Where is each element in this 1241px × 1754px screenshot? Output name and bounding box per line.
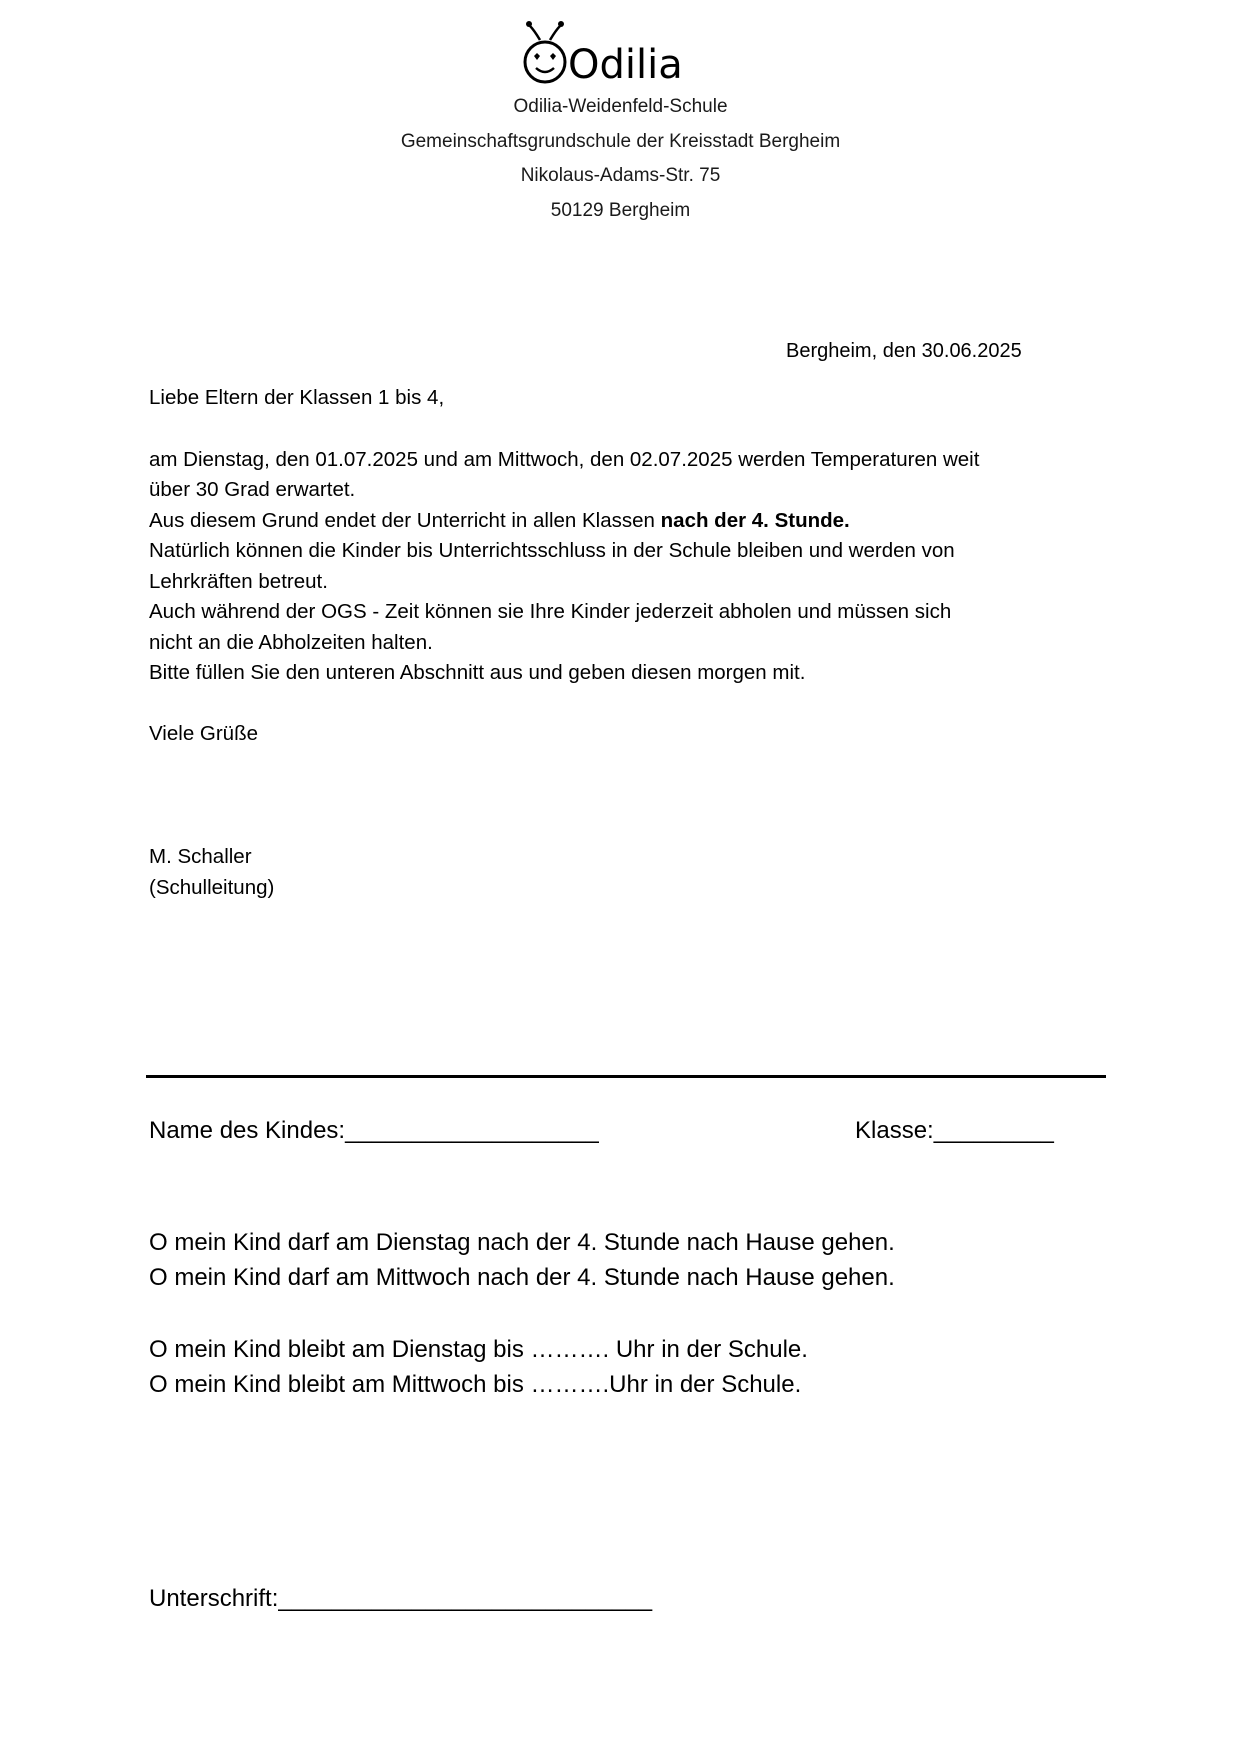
option-wednesday-home[interactable]: O mein Kind darf am Mittwoch nach der 4. Stunde nach Hause gehen. [149,1264,895,1291]
ladybug-logo-icon [520,18,710,88]
school-city: 50129 Bergheim [550,200,691,221]
paragraph-2-bold: nach der 4. Stunde. [660,509,850,532]
signer-role: (Schulleitung) [149,876,275,899]
school-street: Nikolaus-Adams-Str. 75 [520,165,721,186]
school-type: Gemeinschaftsgrundschule der Kreisstadt Bergheim [400,131,841,152]
salutation: Liebe Eltern der Klassen 1 bis 4, [149,386,445,409]
school-name: Odilia-Weidenfeld-Schule [513,96,728,117]
class-field[interactable]: Klasse:_________ [855,1117,1054,1144]
paragraph-2 [149,506,850,536]
signature-field[interactable]: Unterschrift:____________________________ [149,1585,653,1612]
paragraph-4-line-1: Auch während der OGS - Zeit können sie Ihre Kinder jederzeit abholen und müssen sich [149,600,952,623]
option-tuesday-home[interactable]: O mein Kind darf am Dienstag nach der 4. Stunde nach Hause gehen. [149,1229,895,1256]
paragraph-1-line-2: über 30 Grad erwartet. [149,478,356,501]
paragraph-3-line-2: Lehrkräften betreut. [149,570,328,593]
child-name-field[interactable]: Name des Kindes:___________________ [149,1117,599,1144]
paragraph-3-line-1: Natürlich können die Kinder bis Unterrichtsschluss in der Schule bleiben und werden von [149,539,955,562]
option-tuesday-stay[interactable]: O mein Kind bleibt am Dienstag bis ………. Uhr in der Schule. [149,1336,808,1363]
option-wednesday-stay[interactable]: O mein Kind bleibt am Mittwoch bis ……….Uhr in der Schule. [149,1371,802,1398]
paragraph-5: Bitte füllen Sie den unteren Abschnitt aus und geben diesen morgen mit. [149,661,806,684]
school-logo [520,18,710,88]
logo-wordmark: Odilia [568,42,683,88]
letter-date: Bergheim, den 30.06.2025 [786,340,1022,362]
paragraph-1-line-1: am Dienstag, den 01.07.2025 und am Mittwoch, den 02.07.2025 werden Temperaturen weit [149,448,980,471]
closing: Viele Grüße [149,722,259,745]
paragraph-2-text: Aus diesem Grund endet der Unterricht in allen Klassen [149,509,661,532]
paragraph-4-line-2: nicht an die Abholzeiten halten. [149,631,433,654]
cut-line-divider [146,1075,1106,1078]
signer-name: M. Schaller [149,845,252,868]
